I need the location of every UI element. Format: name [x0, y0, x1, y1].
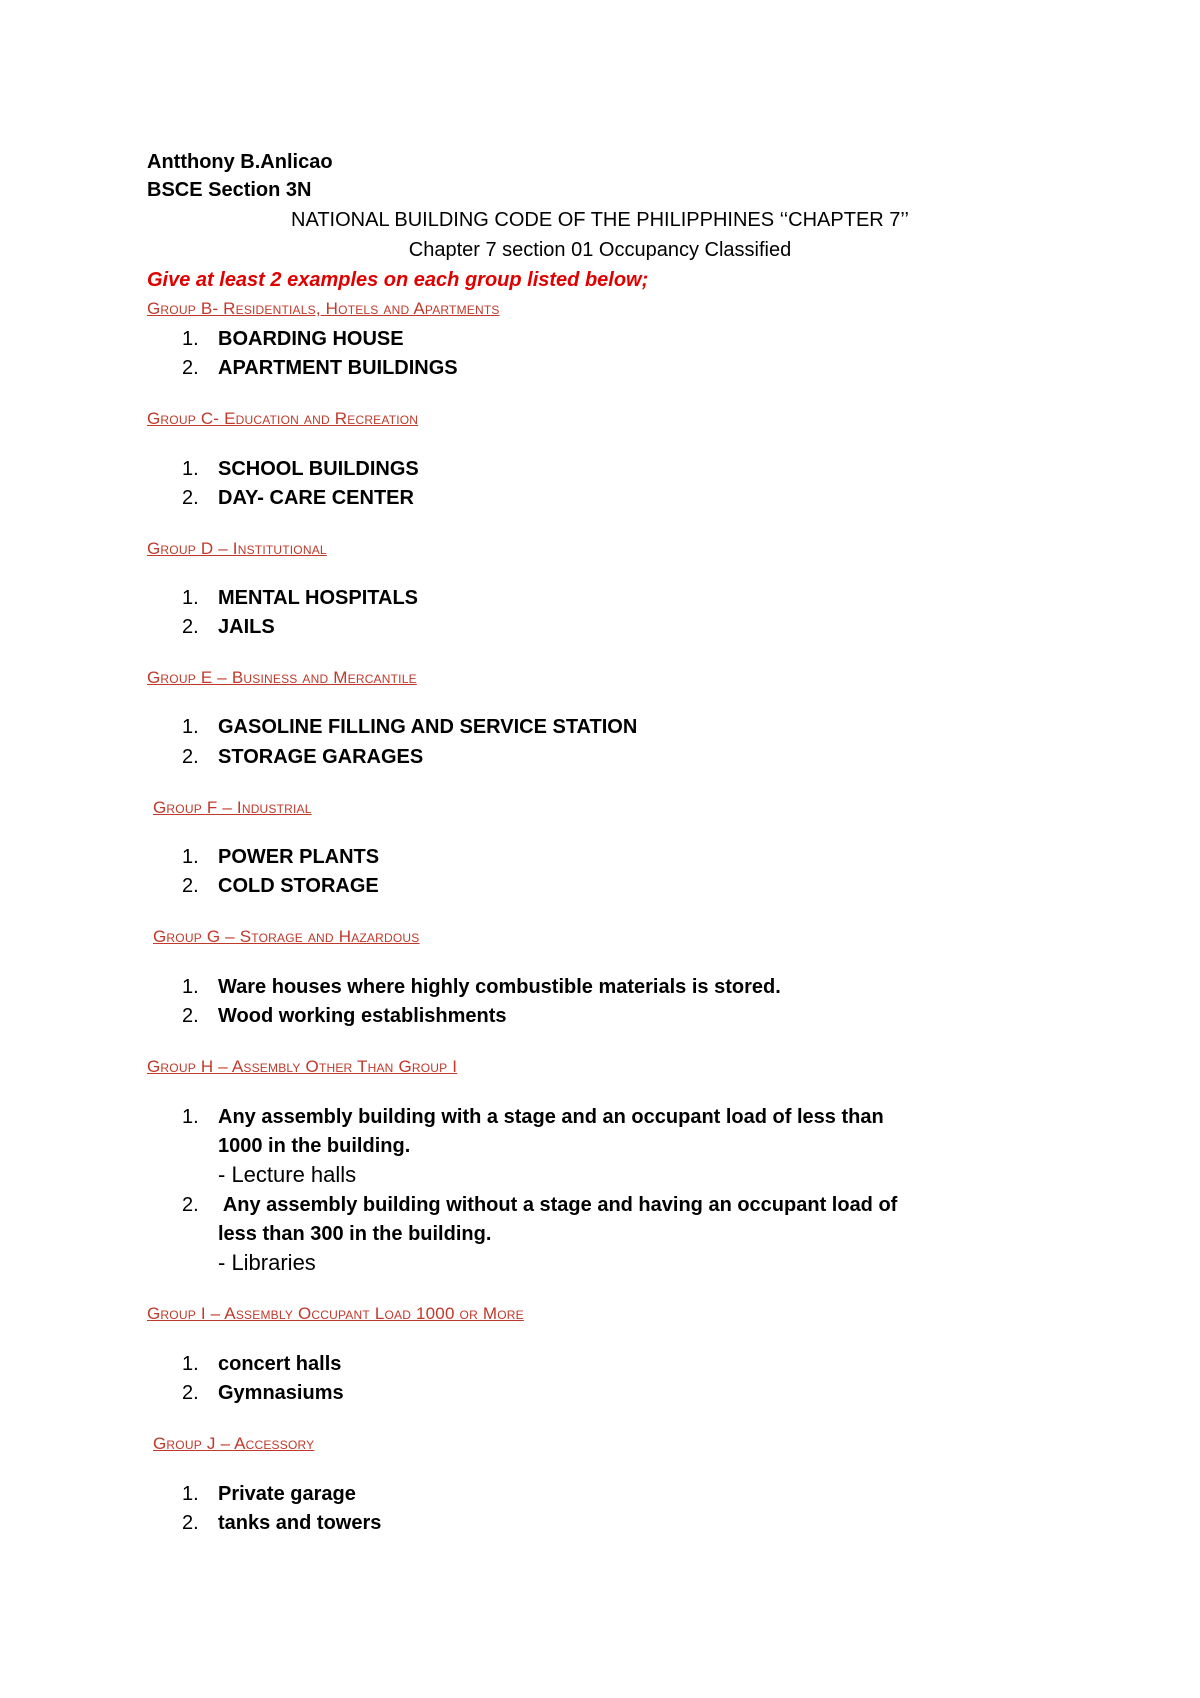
item-number: 1.: [182, 1483, 199, 1505]
instruction-text: Give at least 2 examples on each group listed below;: [147, 269, 649, 291]
list-item: [182, 1482, 356, 1506]
item-number: 1.: [182, 846, 199, 868]
author-name: Antthony B.Anlicao: [147, 151, 333, 173]
list-item: [182, 1193, 897, 1217]
item-number: 1.: [182, 587, 199, 609]
list-item: [182, 486, 414, 510]
item-text: GASOLINE FILLING AND SERVICE STATION: [218, 716, 638, 738]
item-text: Wood working establishments: [218, 1005, 507, 1027]
group-heading: Group J – Accessory: [153, 1434, 315, 1453]
group-heading: Group F – Industrial: [153, 798, 312, 817]
item-example: - Lecture halls: [218, 1162, 357, 1187]
item-number: 1.: [182, 716, 199, 738]
item-number: 1.: [182, 1353, 199, 1375]
list-item: [182, 874, 379, 898]
item-number: 2.: [182, 1005, 199, 1027]
item-number: 1.: [182, 458, 199, 480]
group-heading: Group H – Assembly Other Than Group I: [147, 1057, 458, 1076]
group-heading: Group C- Education and Recreation: [147, 409, 419, 428]
item-text: STORAGE GARAGES: [218, 746, 424, 768]
group-heading: Group D – Institutional: [147, 539, 327, 558]
item-text: BOARDING HOUSE: [218, 328, 404, 350]
item-number: 1.: [182, 976, 199, 998]
list-item: [182, 845, 379, 869]
item-number: 2.: [182, 1512, 199, 1534]
list-item: [182, 1381, 344, 1405]
item-text: MENTAL HOSPITALS: [218, 587, 418, 609]
item-number: 1.: [182, 328, 199, 350]
item-number: 2.: [182, 487, 199, 509]
document-title: NATIONAL BUILDING CODE OF THE PHILIPPHINES ‘‘CHAPTER 7’’: [291, 209, 909, 231]
list-item: [182, 1004, 507, 1028]
list-item: [182, 1352, 341, 1376]
item-text: SCHOOL BUILDINGS: [218, 458, 419, 480]
item-text: tanks and towers: [218, 1512, 382, 1534]
item-number: 2.: [182, 875, 199, 897]
group-heading: Group I – Assembly Occupant Load 1000 or More: [147, 1304, 524, 1323]
item-text: Any assembly building without a stage and having an occupant load of: [218, 1194, 898, 1216]
list-item: [182, 457, 419, 481]
item-text-continued: 1000 in the building.: [218, 1135, 411, 1157]
item-example: - Libraries: [218, 1250, 316, 1275]
list-item: [182, 975, 781, 999]
list-item: [182, 1511, 381, 1535]
group-heading: Group B- Residentials, Hotels and Apartments: [147, 299, 500, 318]
list-item: [182, 586, 418, 610]
item-text: DAY- CARE CENTER: [218, 487, 414, 509]
item-text-continued: less than 300 in the building.: [218, 1223, 492, 1245]
group-heading: Group G – Storage and Hazardous: [153, 927, 420, 946]
item-text: Any assembly building with a stage and an occupant load of less than: [218, 1106, 884, 1128]
list-item: [182, 327, 404, 351]
item-number: 2.: [182, 616, 199, 638]
group-heading: Group E – Business and Mercantile: [147, 668, 417, 687]
item-text: Ware houses where highly combustible materials is stored.: [218, 976, 781, 998]
list-item: [182, 1105, 884, 1129]
item-text: COLD STORAGE: [218, 875, 379, 897]
item-number: 2.: [182, 357, 199, 379]
item-text: APARTMENT BUILDINGS: [218, 357, 458, 379]
section-label: BSCE Section 3N: [147, 179, 312, 201]
item-number: 2.: [182, 1382, 199, 1404]
item-text: Private garage: [218, 1483, 356, 1505]
item-text: POWER PLANTS: [218, 846, 380, 868]
list-item: [182, 356, 458, 380]
item-text: JAILS: [218, 616, 275, 638]
item-number: 2.: [182, 746, 199, 768]
item-text: concert halls: [218, 1353, 342, 1375]
list-item: [182, 615, 275, 639]
item-number: 1.: [182, 1106, 199, 1128]
document-subtitle: Chapter 7 section 01 Occupancy Classified: [408, 239, 792, 261]
list-item: [182, 745, 423, 769]
list-item: [182, 715, 637, 739]
item-text: Gymnasiums: [218, 1382, 344, 1404]
item-number: 2.: [182, 1194, 199, 1216]
